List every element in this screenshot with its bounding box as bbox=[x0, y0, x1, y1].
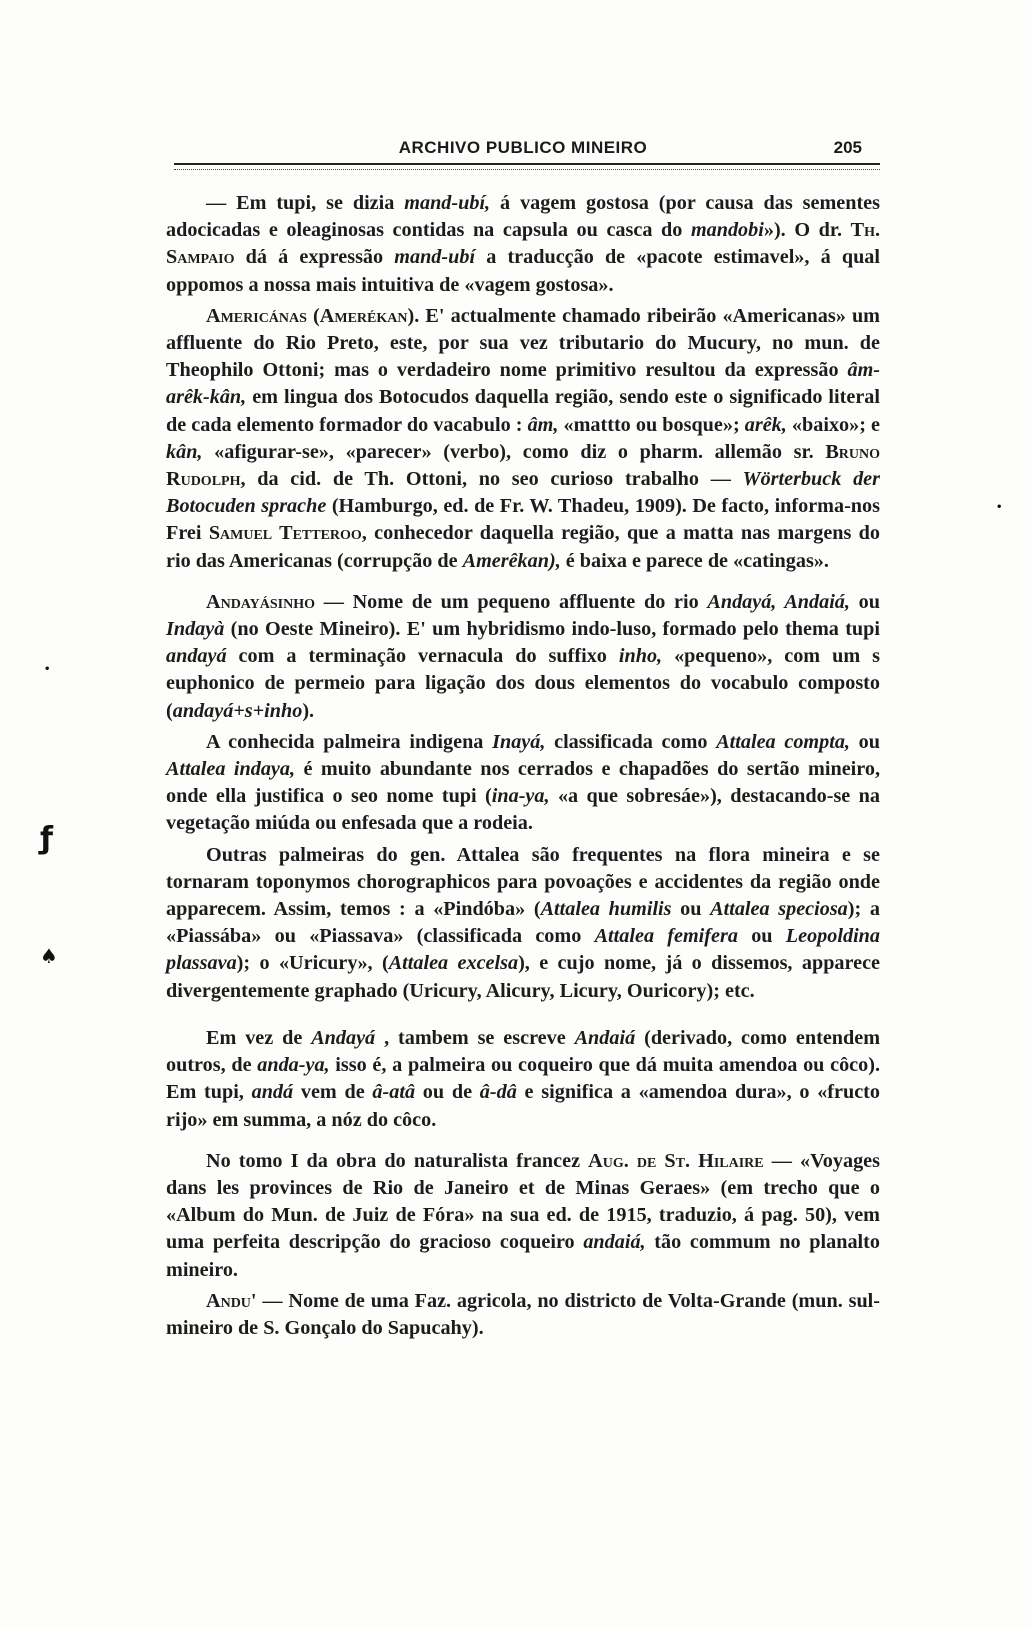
paragraph-mandubi: — Em tupi, se dizia mand-ubí, á vagem gostosa (por causa das sementes adocicadas e oleaginosas contidas na capsula ou casca do mandobi»). O dr. Th. Sampaio dá á expressão mand-ubí a traducção de «pacote estimavel», á qual oppomos a nossa mais intuitiva de «vagem gostosa». bbox=[166, 192, 881, 296]
margin-bullet: • bbox=[44, 664, 51, 675]
entry-headword: Americánas (Amerékan). bbox=[206, 304, 420, 327]
header-title: ARCHIVO PUBLICO MINEIRO bbox=[398, 138, 648, 157]
margin-dot: • bbox=[996, 502, 1003, 513]
paragraph-inaya: A conhecida palmeira indigena Inayá, classificada como Attalea compta, ou Attalea indaya, é muito abundante nos cerrados e chapadões do sertão mineiro, onde ella justifica o seo nome tupi (ina-ya, «a que sobresáe»), destacando-se na vegetação miúda ou enfesada que a rodeia. bbox=[166, 730, 881, 835]
paragraph-andaia: Em vez de Andayá , tambem se escreve Andaiá (derivado, como entendem outros, de anda-ya, isso é, a palmeira ou coqueiro que dá muita amendoa ou côco). Em tupi, andá vem de â-atâ ou de â-dâ e significa a «amendoa dura», o «fructo rijo» em summa, a nóz do côco. bbox=[166, 1026, 881, 1131]
margin-mark: ƒ bbox=[40, 821, 54, 856]
entry-andu: Andu' — Nome de uma Faz. agricola, no districto de Volta-Grande (mun. sul-mineiro de S. Gonçalo do Sapucahy). bbox=[166, 1289, 880, 1339]
paragraph-attalea: Outras palmeiras do gen. Attalea são frequentes na flora mineira e se tornaram toponymos chorographicos para povoações e accidentes da região onde apparecem. Assim, temos : a «Pindóba» (Attalea humilis ou Attalea speciosa); a «Piassába» ou «Piassava» (classificada como Attalea femifera ou Leopoldina plassava); o «Uricury», (Attalea excelsa), e cujo nome, já o dissemos, apparece divergentemente graphado (Uricury, Alicury, Licury, Ouricory); etc. bbox=[166, 843, 881, 1002]
entry-headword: Andayásinho bbox=[206, 590, 315, 613]
paragraph-hilaire: No tomo I da obra do naturalista francez Aug. de St. Hilaire — «Voyages dans les provinces de Rio de Janeiro et de Minas Geraes» (em trecho que o «Album do Mun. de Juiz de Fóra» na sua ed. de 1915, traduzio, á pag. 50), vem uma perfeita descripção do gracioso coqueiro andaiá, tão commum no planalto mineiro. bbox=[166, 1149, 880, 1281]
entry-headword: Andu' bbox=[206, 1289, 257, 1312]
margin-ornament: ♠ bbox=[40, 944, 58, 968]
header-rule bbox=[174, 163, 880, 170]
entry-americanas: Americánas (Amerékan). E' actualmente chamado ribeirão «Americanas» um affluente do Rio Preto, este, por sua vez tributario do Mucury, no mun. de Theophilo Ottoni; mas o verdadeiro nome primitivo resultou da expressão âm-arêk-kân, em lingua dos Botocudos daquella região, sendo este o significado literal de cada elemento formador do vacabulo : âm, «mattto ou bosque»; arêk, «baixo»; e kân, «afigurar-se», «parecer» (verbo), como diz o pharm. allemão sr. Bruno Rudolph, da cid. de Th. Ottoni, no seo curioso trabalho — Wörterbuck der Botocuden sprache (Hamburgo, ed. de Fr. W. Thadeu, 1909). De facto, informa-nos Frei Samuel Tetteroo, conhecedor daquella região, que a matta nas margens do rio das Americanas (corrupção de Amerêkan), é baixa e parece de «catingas». bbox=[166, 304, 880, 572]
body-text bbox=[166, 190, 880, 1346]
page-number: 205 bbox=[833, 138, 862, 157]
entry-andayasinho: Andayásinho — Nome de um pequeno affluente do rio Andayá, Andaiá, ou Indayà (no Oeste Mineiro). E' um hybridismo indo-luso, formado pelo thema tupi andayá com a terminação vernacula do suffixo inho, «pequeno», com um s euphonico de permeio para ligação dos dous elementos do vocabulo composto (andayá+s+inho). bbox=[166, 590, 880, 722]
